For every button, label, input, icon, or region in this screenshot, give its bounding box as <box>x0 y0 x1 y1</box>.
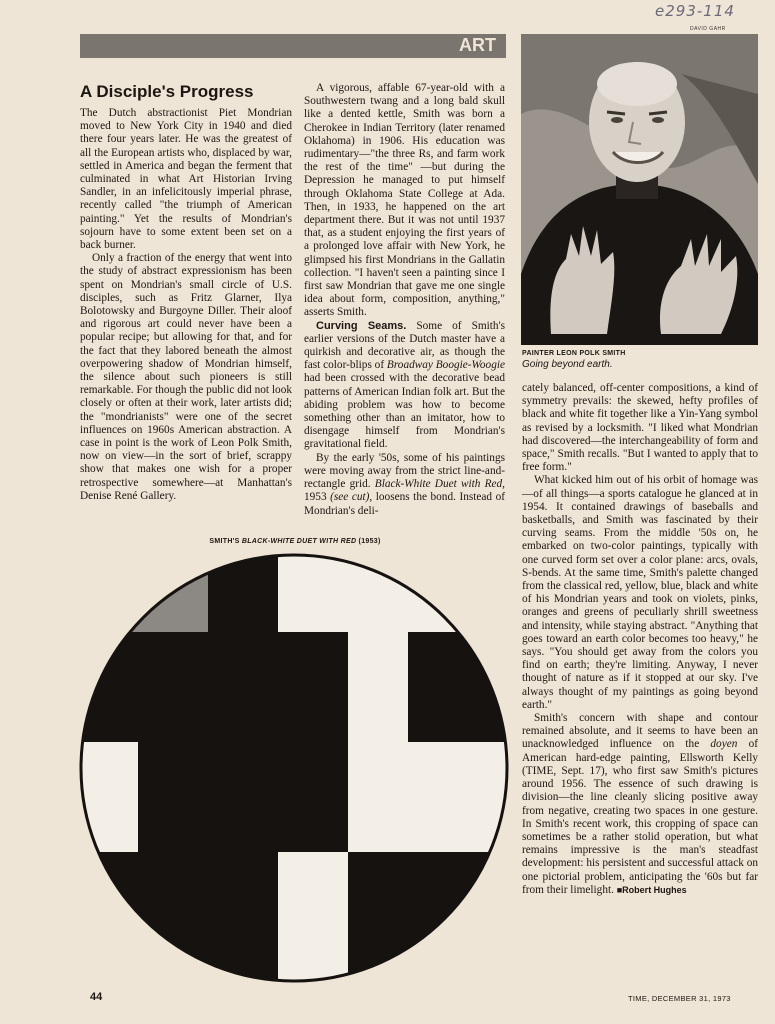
portrait-illustration <box>521 34 758 345</box>
section-label: ART <box>459 35 496 55</box>
article-headline: A Disciple's Progress <box>80 82 254 101</box>
emphasis: doyen <box>710 738 738 751</box>
photo-caption-title: PAINTER LEON POLK SMITH <box>522 350 626 357</box>
painting-title: BLACK-WHITE DUET WITH RED <box>241 538 357 545</box>
paragraph <box>304 320 505 452</box>
author-byline: ■Robert Hughes <box>616 884 687 895</box>
text-run: of American hard-edge painting, Ellsworth Kelly (TIME, Sept. 17), who first saw Smith's pictures around 1956. The essence of such drawing is division—the line cleanly slicing positive away from negative, creating two spaces in one gesture. In Smith's recent work, this cropping of space can sometimes be a rather stolid operation, but what remains impressive is the man's steadfast development: his persistent and successful attack on one pictorial problem, anticipating the '60s but far from their limelight. <box>522 738 758 896</box>
paragraph: The Dutch abstractionist Piet Mondrian moved to New York City in 1940 and died there four years later. He was the greatest of all the European artists who, displaced by war, settled in America and began the ferment that culminated in what Art Historian Irving Sandler, in an infelicitously imperial phrase, recently called "the triumph of American painting." Yet the results of Mondrian's sojourn have to some extent been set on a back burner. <box>80 107 292 252</box>
article-column-3 <box>522 382 758 897</box>
article-column-2 <box>304 82 505 518</box>
paragraph: cately balanced, off-center compositions, a kind of symmetry prevails: the skewed, hefty profiles of black and white fit together like a Yin-Yang symbol as revised by a locksmith. "I liked what Mondrian had discovered—the interchangeability of form and space," Smith recalls. "But I wanted to apply that to free form." <box>522 382 758 474</box>
portrait-photo <box>521 34 758 345</box>
photo-caption-subtitle: Going beyond earth. <box>522 359 613 370</box>
section-banner <box>80 34 506 58</box>
text-run: (1953) <box>356 538 381 545</box>
paragraph: Only a fraction of the energy that went into the study of abstract expressionism has been spent on Mondrian's small circle of U.S. disciples, such as Fritz Glarner, Ilya Bolotowsky and Burgoyne Diller. Their aloof and rigorous art could never have been a popular recipe; but allowing for that, and for the fact that they labored beneath the almost overpowering shadow of Mondrian himself, the silence about such pioneers is still remarkable. For though the public did not look closely or often at their work, later artists did; the "mondrianists" were one of the secret influences on 1960s American abstraction. A case in point is the work of Leon Polk Smith, now on view—in the sort of brief, scrappy show that makes one wish for a proper retrospective somewhere—at Manhattan's Denise René Gallery. <box>80 252 292 502</box>
paragraph <box>304 452 505 518</box>
painting-title: Black-White Duet with Red, <box>374 478 505 491</box>
photo-credit: DAVID GAHR <box>690 26 726 32</box>
paragraph <box>522 712 758 897</box>
photo-caption <box>522 350 758 370</box>
text-run: loosens the bond. Instead of Mondrian's deli- <box>304 491 506 517</box>
paragraph: What kicked him out of his orbit of homage was—of all things—a sports catalogue he glanced at in 1954. It contained drawings of baseballs and basketballs, and Smith was fascinated by their curving seams. From the middle '50s on, he embarked on two-color paintings, typically with one curved form set over a color plane: arcs, ovals, S-bends. At the same time, Smith's palette changed from the classical red, yellow, blue, black and white of his Mondrian years and took on violets, pinks, oranges and greens of peculiarly shrill sweetness and intensity, while staying abstract. "Anything that goes toward an earth color becomes too heavy," he says. "You should get away from the colors you find on earth; they're limiting. Anyway, I never thought of nature as if it stopped at our sky. I've always thought of my paintings as going beyond earth." <box>522 474 758 711</box>
painting-title: Broadway Boogie-Woogie <box>386 359 505 372</box>
text-run: SMITH'S <box>209 538 242 545</box>
text-run: By the early '50s, some of his paintings were moving away from the strict line-and-rectangle grid. <box>304 451 505 491</box>
see-cut-note: (see cut), <box>330 491 373 504</box>
article-column-1 <box>80 107 292 503</box>
text-run: Some of Smith's earlier versions of the Dutch master have a quirkish and decorative air, as though the fast color-blips of <box>304 319 505 372</box>
issue-date: TIME, DECEMBER 31, 1973 <box>628 994 731 1003</box>
handwritten-note: e293-114 <box>655 2 735 20</box>
text-run: Smith's concern with shape and contour remained absolute, and it seems to have been an unacknowledged influence on the <box>522 712 758 751</box>
paragraph: A vigorous, affable 67-year-old with a Southwestern twang and a long bald skull like a dented kettle, Smith was born a Cherokee in Indian Territory (later renamed Oklahoma) in 1906. His education was rudimentary—"the three Rs, and farm work the rest of the time" —but during the Depression he managed to put himself through Oklahoma State College at Ada. Then, in 1933, he happened on the art department there. But it was not until 1937 that, as a student enjoying the first years of a prolonged love affair with New York, he glimpsed his first Mondrians in the Gallatin collection. "I haven't seen a painting since I first saw Mondrian that gave me one single idea about form, composition, anything," asserts Smith. <box>304 82 505 319</box>
text-run: had been crossed with the decorative bead patterns of American Indian folk art. But the abiding problem was how to become something other than an imitator, how to disengage himself from Mondrian's gravitational field. <box>304 372 505 451</box>
subheading: Curving Seams. <box>316 319 407 332</box>
painting-black-white-duet <box>78 552 510 984</box>
page-number: 44 <box>90 991 103 1003</box>
text-run: 1953 <box>304 491 331 504</box>
painting-caption <box>80 538 510 545</box>
